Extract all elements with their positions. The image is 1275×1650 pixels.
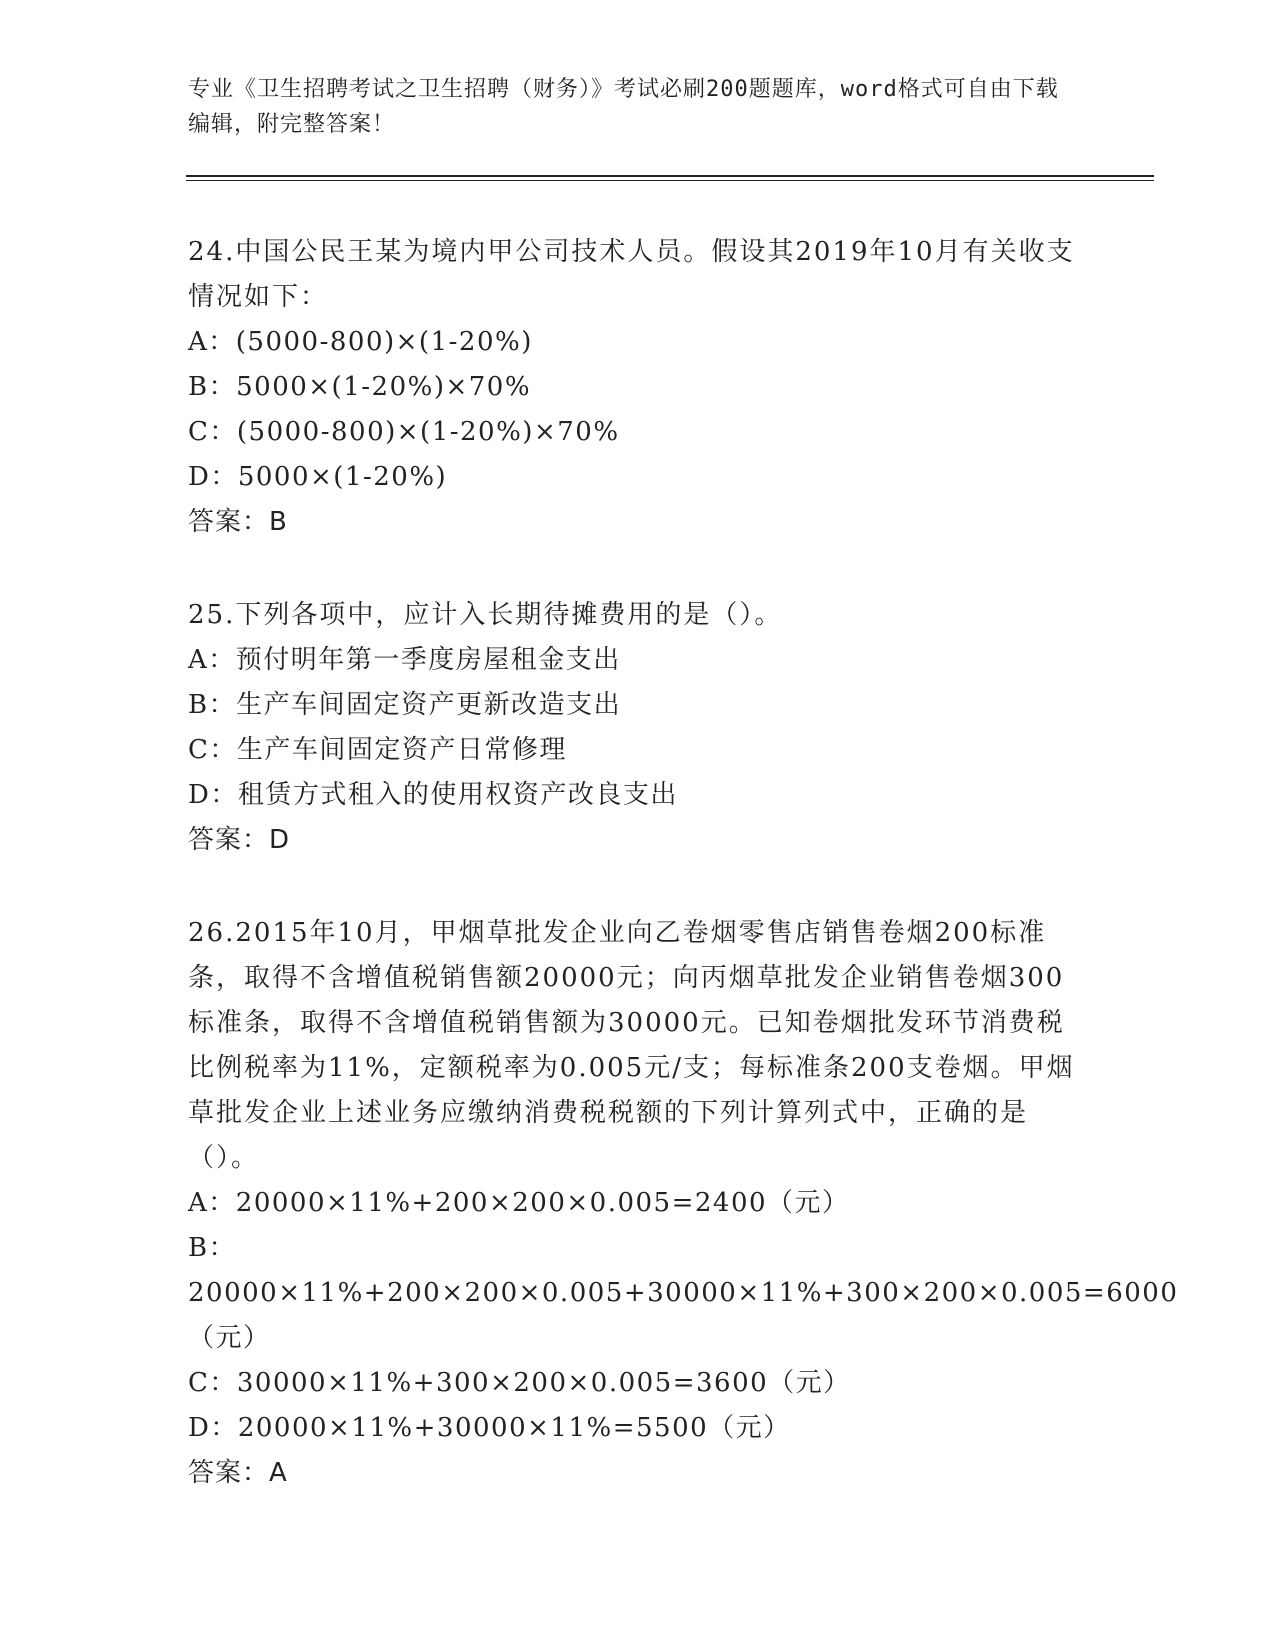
answer-label: 答案：D: [188, 825, 291, 855]
option-c: C：30000×11%+300×200×0.005=3600（元）: [188, 1368, 851, 1398]
question-stem: 24.中国公民王某为境内甲公司技术人员。假设其2019年10月有关收支情况如下：: [188, 237, 1075, 312]
question-25: [188, 593, 1088, 863]
question-24: [188, 230, 1088, 545]
option-c: C：(5000-800)×(1-20%)×70%: [188, 417, 620, 447]
answer-label: 答案：B: [188, 507, 288, 537]
document-header: 专业《卫生招聘考试之卫生招聘（财务）》考试必刷200题题库，word格式可自由下载编辑，附完整答案！: [188, 77, 1059, 137]
option-a: A：20000×11%+200×200×0.005=2400（元）: [188, 1188, 850, 1218]
option-a: A：预付明年第一季度房屋租金支出: [188, 645, 621, 675]
answer-label: 答案：A: [188, 1458, 288, 1488]
option-a: A：(5000-800)×(1-20%): [188, 327, 533, 357]
option-b: B：生产车间固定资产更新改造支出: [188, 690, 622, 720]
option-d: D：5000×(1-20%): [188, 462, 448, 492]
header-divider-thin: [186, 180, 1154, 181]
option-b: B：5000×(1-20%)×70%: [188, 372, 532, 402]
header-divider-thick: [186, 175, 1154, 177]
option-d: D：租赁方式租入的使用权资产改良支出: [188, 780, 678, 810]
question-26: [188, 911, 1179, 1496]
question-stem: 25.下列各项中，应计入长期待摊费用的是（）。: [188, 600, 783, 630]
option-c: C：生产车间固定资产日常修理: [188, 735, 567, 765]
option-b: B：20000×11%+200×200×0.005+30000×11%+300×200×0.005=6000（元）: [188, 1233, 1179, 1353]
option-d: D：20000×11%+30000×11%=5500（元）: [188, 1413, 791, 1443]
question-list: [188, 230, 1179, 1544]
question-stem: 26.2015年10月，甲烟草批发企业向乙卷烟零售店销售卷烟200标准条，取得不含增值税销售额20000元；向丙烟草批发企业销售卷烟300标准条，取得不含增值税销售额为30000元。已知卷烟批发环节消费税比例税率为11%，定额税率为0.005元/支；每标准条200支卷烟。甲烟草批发企业上述业务应缴纳消费税税额的下列计算列式中，正确的是（）。: [188, 918, 1075, 1173]
